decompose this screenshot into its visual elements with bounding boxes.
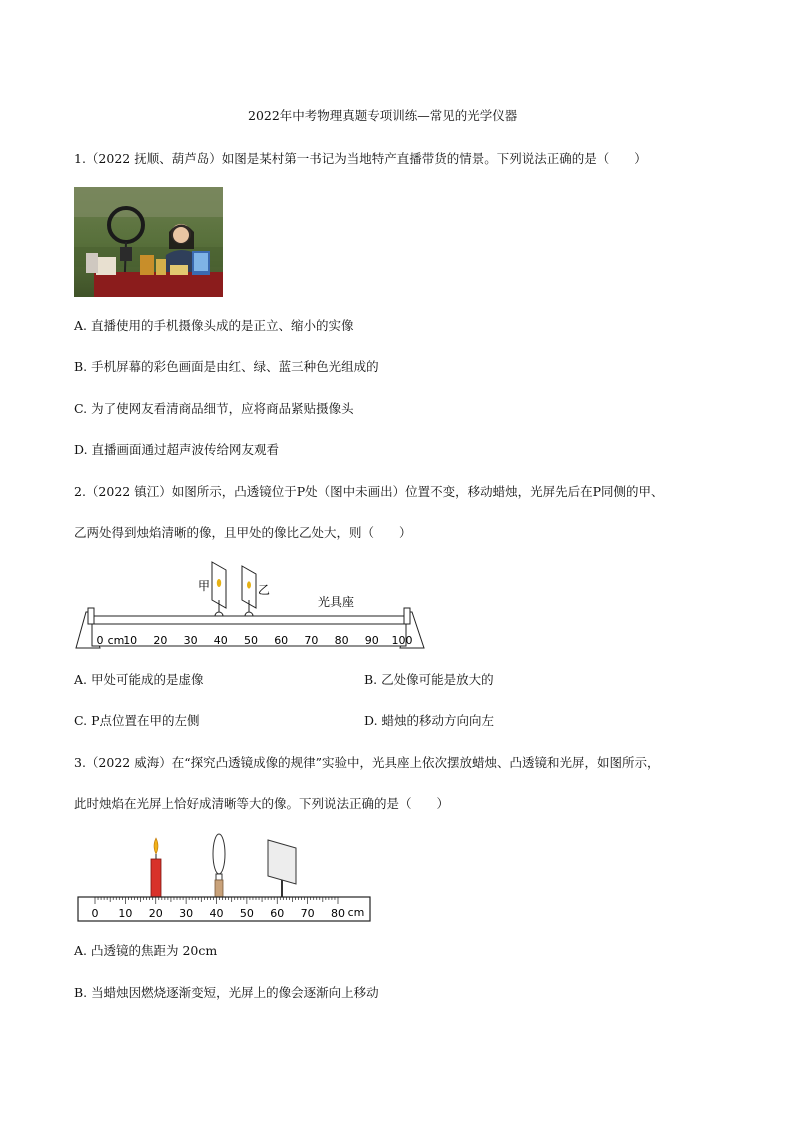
q1-option-b: B. 手机屏幕的彩色画面是由红、绿、蓝三种色光组成的	[74, 359, 379, 374]
q1-option-d: D. 直播画面通过超声波传给网友观看	[74, 442, 280, 457]
q2-option-b: B. 乙处像可能是放大的	[364, 672, 494, 687]
convex-lens	[213, 834, 225, 897]
ruler-tick-label: 90	[364, 634, 379, 647]
q2-optical-bench-figure	[72, 556, 438, 656]
ruler-tick-label: 100	[391, 634, 413, 647]
ruler-tick-label: 20	[148, 907, 163, 920]
ruler-tick-label: 80	[331, 907, 345, 920]
ruler-unit-label: cm	[107, 634, 125, 647]
ruler-tick-label: 80	[334, 634, 349, 647]
label-jia: 甲	[198, 579, 211, 593]
screen-jia	[212, 562, 226, 614]
q1-livestream-photo	[74, 187, 223, 297]
label-yi: 乙	[258, 583, 271, 597]
q1-option-c: C. 为了使网友看清商品细节，应将商品紧贴摄像头	[74, 401, 354, 416]
q2-option-c: C. P点位置在甲的左侧	[74, 713, 200, 728]
livestream-photo-illustration	[74, 187, 223, 297]
ruler-tick-label: 30	[179, 907, 194, 920]
q2-stem-line1: 2.（2022 镇江）如图所示，凸透镜位于P处（图中未画出）位置不变，移动蜡烛，光屏先后在P同侧的甲、	[74, 484, 664, 499]
candle	[151, 838, 161, 897]
screen-yi	[242, 566, 256, 614]
label-optical-bench: 光具座	[318, 595, 355, 609]
page-title: 2022年中考物理真题专项训练—常见的光学仪器	[248, 108, 518, 123]
q1-stem: 1.（2022 抚顺、葫芦岛）如图是某村第一书记为当地特产直播带货的情景。下列说法正确的是（ ）	[74, 151, 647, 166]
ruler-tick-label: 70	[304, 634, 319, 647]
ruler-unit-label: cm	[347, 906, 365, 919]
ruler-tick-label: 0	[96, 634, 104, 647]
q3-option-b: B. 当蜡烛因燃烧逐渐变短，光屏上的像会逐渐向上移动	[74, 985, 379, 1000]
q3-optical-bench-figure	[74, 828, 374, 924]
ruler-tick-label: 10	[123, 634, 138, 647]
ruler-tick-label: 0	[91, 907, 99, 920]
ruler-tick-label: 50	[239, 907, 254, 920]
ruler-tick-label: 60	[274, 634, 289, 647]
q3-stem-line2: 此时烛焰在光屏上恰好成清晰等大的像。下列说法正确的是（ ）	[74, 796, 450, 811]
ruler-tick-label: 70	[300, 907, 315, 920]
q2-stem-line2: 乙两处得到烛焰清晰的像，且甲处的像比乙处大，则（ ）	[74, 525, 412, 540]
q3-stem-line1: 3.（2022 威海）在“探究凸透镜成像的规律”实验中，光具座上依次摆放蜡烛、凸透镜和光屏，如图所示，	[74, 755, 660, 770]
ruler-tick-label: 10	[118, 907, 133, 920]
light-screen	[268, 840, 296, 897]
q2-option-d: D. 蜡烛的移动方向向左	[364, 713, 495, 728]
ruler-tick-label: 30	[183, 634, 198, 647]
ruler-tick-label: 40	[213, 634, 228, 647]
ruler-tick-label: 40	[209, 907, 224, 920]
ruler-tick-label: 60	[270, 907, 285, 920]
ruler-tick-label: 50	[244, 634, 258, 647]
q3-option-a: A. 凸透镜的焦距为 20cm	[74, 943, 218, 958]
ruler-tick-label: 20	[153, 634, 168, 647]
q2-option-a: A. 甲处可能成的是虚像	[74, 672, 204, 687]
q1-option-a: A. 直播使用的手机摄像头成的是正立、缩小的实像	[74, 318, 354, 333]
